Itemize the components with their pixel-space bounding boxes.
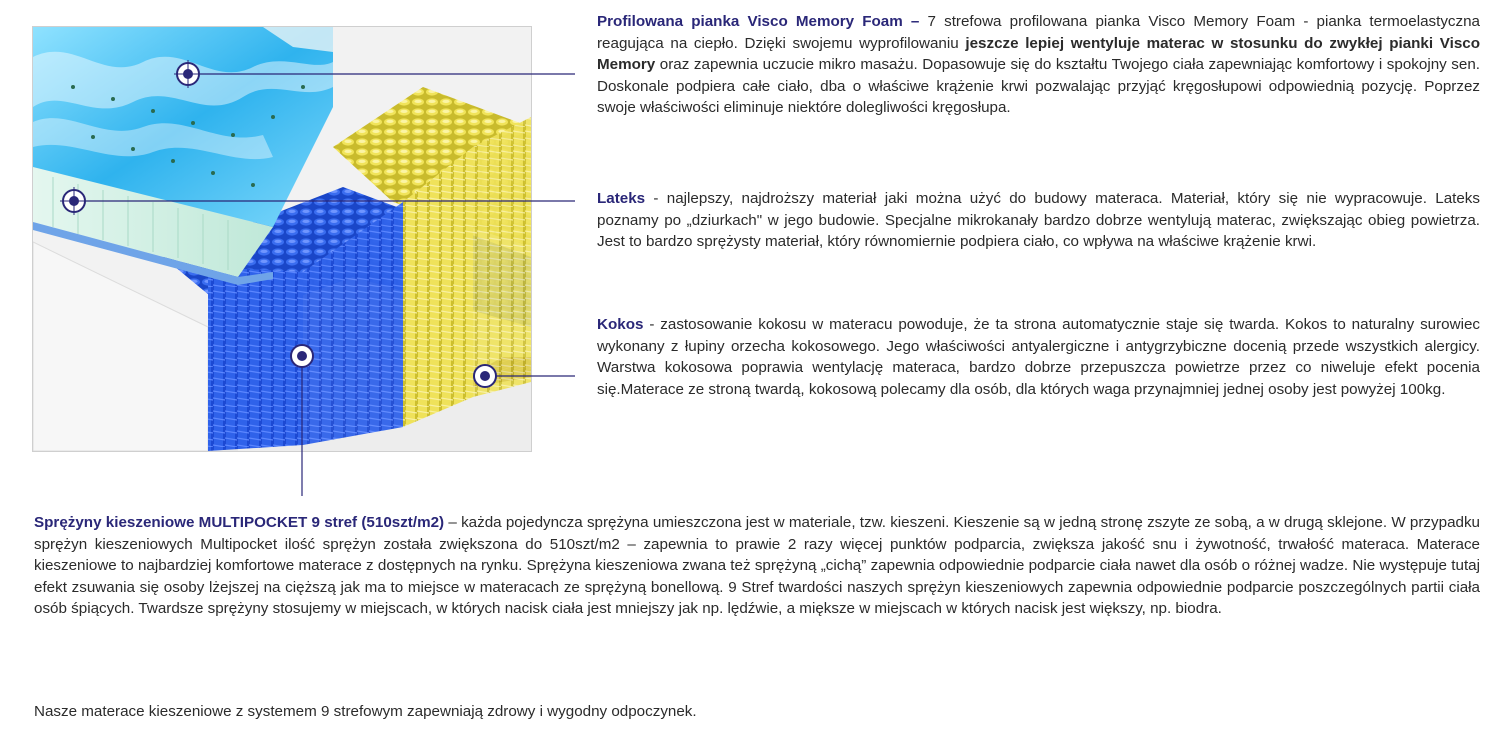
latex-text: - najlepszy, najdroższy materiał jaki można użyć do budowy materaca. Materiał, który się nie wypracowuje. Lateks poznamy po „dziurkach" w jego budowie. Specjalne mikrokanały bardzo dobrze wentylują materac, zwiększając obieg powietrza. Jest to bardzo sprężysty materiał, który równomiernie podpiera ciało, co wpływa na właściwe krążenie krwi. (597, 190, 1480, 251)
coconut-term: Kokos (597, 316, 644, 333)
pocket-springs-description (34, 512, 1480, 620)
coconut-description (597, 314, 1480, 400)
visco-foam-description (597, 11, 1480, 119)
visco-foam-text-2: oraz zapewnia uczucie mikro masażu. Dopasowuje się do kształtu Twojego ciała zapewniając komfortowy i spokojny sen. Doskonale podpiera całe ciało, dba o właściwe krążenie krwi pozwalając przyjąć kręgosłupowi odpowiednią pozycję. Poprzez swoje właściwości eliminuje niektóre dolegliwości kręgosłupa. (597, 56, 1480, 117)
pocket-springs-text: – każda pojedyncza sprężyna umieszczona jest w materiale, tzw. kieszeni. Kieszenie są w jedną stronę zszyte ze sobą, a w drugą sklejone. W przypadku sprężyn kieszeniowych Multipocket ilość sprężyn została zwiększona do 510szt/m2 – zapewnia to prawie 2 razy więcej punktów podparcia, zwiększa jakość snu i żywotność, trwałość materaca. Materace kieszeniowe to najbardziej komfortowe materace z dostępnych na rynku. Sprężyna kieszeniowa zwana też sprężyną „cichą” zapewnia odpowiednie podparcie ciała nawet dla osób o różnej wadze. Nie występuje tutaj efekt zsuwania się osoby lżejszej na cięższą jak ma to miejsce w materacach ze sprężyną bonellową. 9 Stref twardości naszych sprężyn kieszeniowych zapewnia odpowiednie podparcie poszczególnych partii ciała osób śpiących. Twardsze sprężyny stosujemy w miejscach, w których nacisk ciała jest mniejszy jak np. lędźwie, a miększe w miejscach w których nacisk jest większy, np. biodra. (34, 514, 1480, 618)
mattress-cross-section-image (32, 26, 532, 452)
pocket-springs-term: Sprężyny kieszeniowe MULTIPOCKET 9 stref (510szt/m2) (34, 514, 445, 531)
closing-sentence: Nasze materace kieszeniowe z systemem 9 strefowym zapewniają zdrowy i wygodny odpoczynek. (34, 703, 697, 720)
coconut-text: - zastosowanie kokosu w materacu powoduje, że ta strona automatycznie staje się twarda. Kokos to naturalny surowiec wykonany z łupiny orzecha kokosowego. Jego właściwości antyalergiczne i antygrzybiczne docenią przede wszystkich alergicy. Warstwa kokosowa poprawia wentylację materaca, bardzo dobrze przepuszcza powietrze przez co niweluje efekt pocenia się.Materace ze stroną twardą, kokosową polecamy dla osób, dla których waga przynajmniej jednej osoby jest powyżej 100kg. (597, 316, 1480, 398)
visco-foam-bold-text: jeszcze lepiej wentyluje materac w stosunku do zwykłej pianki Visco Memory (597, 34, 1480, 74)
visco-foam-term: Profilowana pianka Visco Memory Foam – (597, 13, 920, 30)
visco-foam-text-1: 7 strefowa profilowana pianka Visco Memory Foam - pianka termoelastyczna reagująca na ciepło. Dzięki swojemu wyprofilowaniu (597, 13, 1480, 52)
latex-description (597, 188, 1480, 253)
latex-term: Lateks (597, 190, 646, 207)
